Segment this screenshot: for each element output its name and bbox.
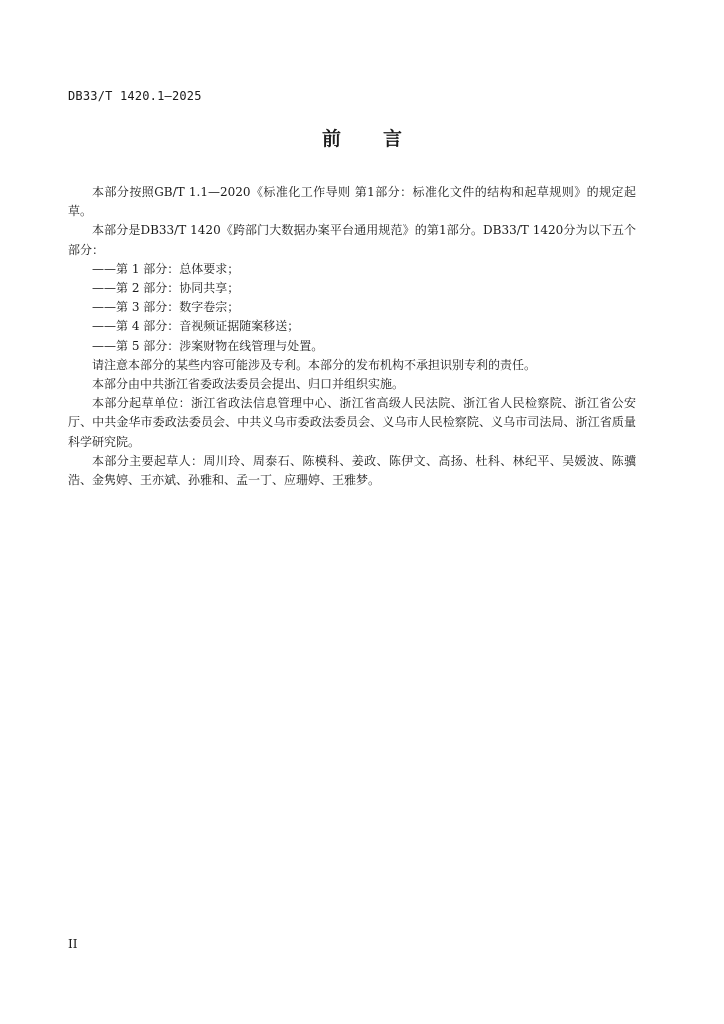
- paragraph-series-intro: 本部分是DB33/T 1420《跨部门大数据办案平台通用规范》的第1部分。DB33/T 1420分为以下五个部分：: [68, 223, 636, 257]
- paragraph-proposer: 本部分由中共浙江省委政法委员会提出、归口并组织实施。: [92, 377, 405, 392]
- page-number: II: [68, 937, 78, 951]
- list-item: ——第 2 部分：协同共享；: [92, 281, 240, 296]
- page-title: 前言: [321, 128, 444, 150]
- paragraph-drafters: 本部分主要起草人：周川玲、周泰石、陈模科、姜政、陈伊文、高扬、杜科、林纪平、吴媛波、陈骥浩、金隽婷、王亦斌、孙雅和、孟一丁、应珊婷、王雅梦。: [68, 453, 636, 488]
- document-code: DB33/T 1420.1—2025: [68, 89, 202, 103]
- paragraph-drafting-units: 本部分起草单位：浙江省政法信息管理中心、浙江省高级人民法院、浙江省人民检察院、浙江省公安厅、中共金华市委政法委员会、中共义乌市委政法委员会、义乌市人民检察院、义乌市司法局、浙江省质量科学研究院。: [68, 396, 636, 449]
- list-item: ——第 3 部分：数字卷宗；: [92, 300, 240, 315]
- list-item: ——第 1 部分：总体要求；: [92, 261, 240, 276]
- list-item: ——第 4 部分：音视频证据随案移送；: [92, 319, 300, 334]
- paragraph-patent-notice: 请注意本部分的某些内容可能涉及专利。本部分的发布机构不承担识别专利的责任。: [92, 357, 537, 372]
- foreword-body: [68, 183, 636, 490]
- list-item: ——第 5 部分：涉案财物在线管理与处置。: [92, 338, 324, 353]
- paragraph-drafting-rules: 本部分按照GB/T 1.1—2020《标准化工作导则 第1部分：标准化文件的结构和起草规则》的规定起草。: [68, 185, 636, 219]
